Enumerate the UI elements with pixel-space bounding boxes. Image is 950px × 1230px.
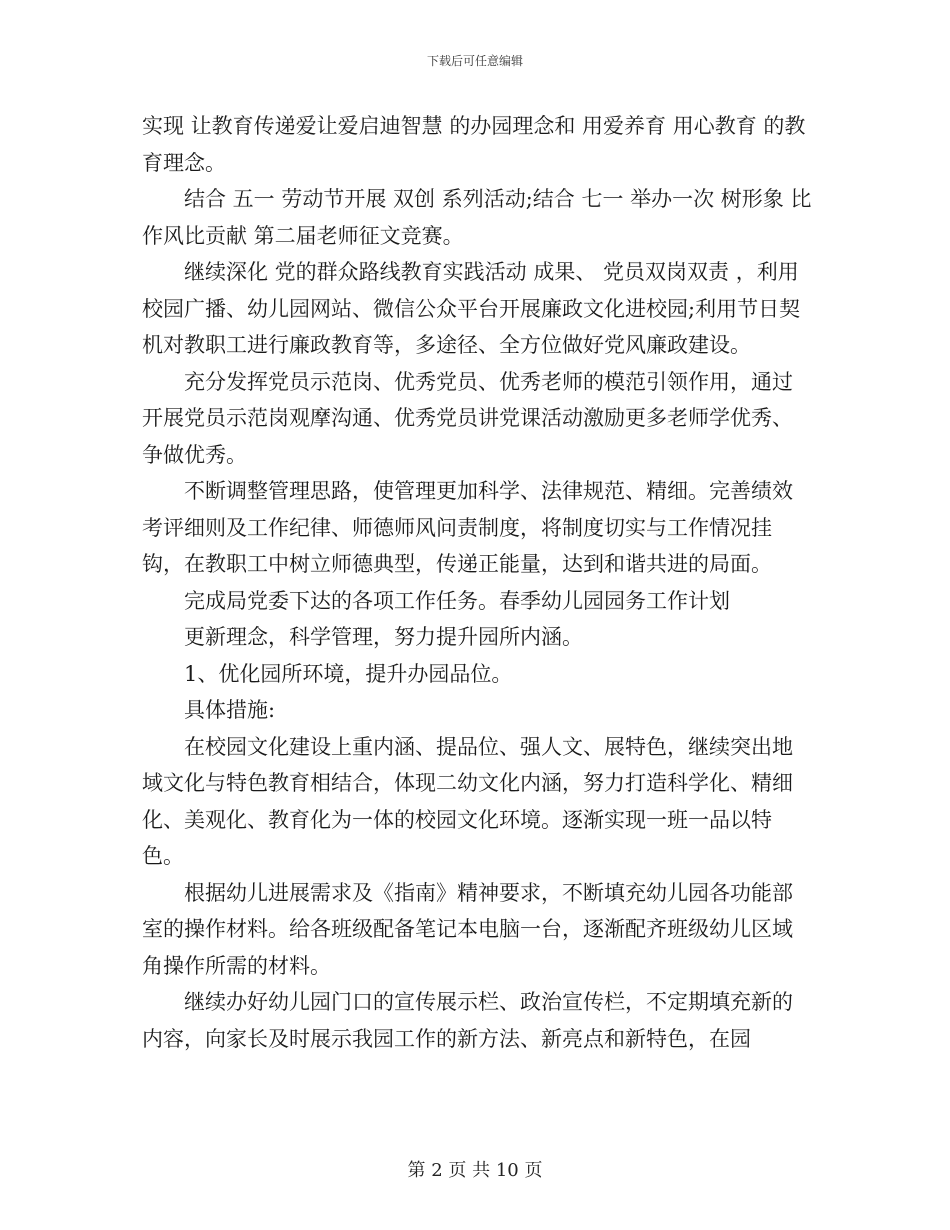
paragraph: 结合 五一 劳动节开展 双创 系列活动;结合 七一 举办一次 树形象 比作风比贡献 第二届老师征文竞赛。 [142,187,812,248]
document-body [142,108,812,1057]
paragraph: 在校园文化建设上重内涵、提品位、强人文、展特色，继续突出地域文化与特色教育相结合，体现二幼文化内涵，努力打造科学化、精细化、美观化、教育化为一体的校园文化环境。逐渐实现一班一品以特色。 [142,734,793,868]
paragraph: 更新理念，科学管理，努力提升园所内涵。 [184,625,583,649]
paragraph: 继续深化 党的群众路线教育实践活动 成果、 党员双岗双责 ，利用校园广播、幼儿园网站、微信公众平台开展廉政文化进校园;利用节日契机对教职工进行廉政教育等，多途径、全方位做好党风廉政建设。 [142,260,801,357]
paragraph: 根据幼儿进展需求及《指南》精神要求，不断填充幼儿园各功能部室的操作材料。给各班级配备笔记本电脑一台，逐渐配齐班级幼儿区域角操作所需的材料。 [142,880,793,978]
paragraph: 完成局党委下达的各项工作任务。春季幼儿园园务工作计划 [184,588,730,613]
paragraph: 1、优化园所环境，提升办园品位。 [184,661,513,686]
paragraph: 充分发挥党员示范岗、优秀党员、优秀老师的模范引领作用，通过开展党员示范岗观摩沟通、优秀党员讲党课活动激励更多老师学优秀、争做优秀。 [142,369,793,467]
paragraph: 继续办好幼儿园门口的宣传展示栏、政治宣传栏，不定期填充新的内容，向家长及时展示我园工作的新方法、新亮点和新特色，在园 [142,990,793,1051]
paragraph: 不断调整管理思路，使管理更加科学、法律规范、精细。完善绩效考评细则及工作纪律、师德师风问责制度，将制度切实与工作情况挂钩，在教职工中树立师德典型，传递正能量，达到和谐共进的局面。 [142,479,793,576]
paragraph: 具体措施: [184,698,276,722]
page-header: 下载后可任意编辑 [426,54,523,68]
paragraph: 实现 让教育传递爱让爱启迪智慧 的办园理念和 用爱养育 用心教育 的教育理念。 [142,114,806,175]
page-number: 第 2 页 共 10 页 [407,1160,543,1181]
